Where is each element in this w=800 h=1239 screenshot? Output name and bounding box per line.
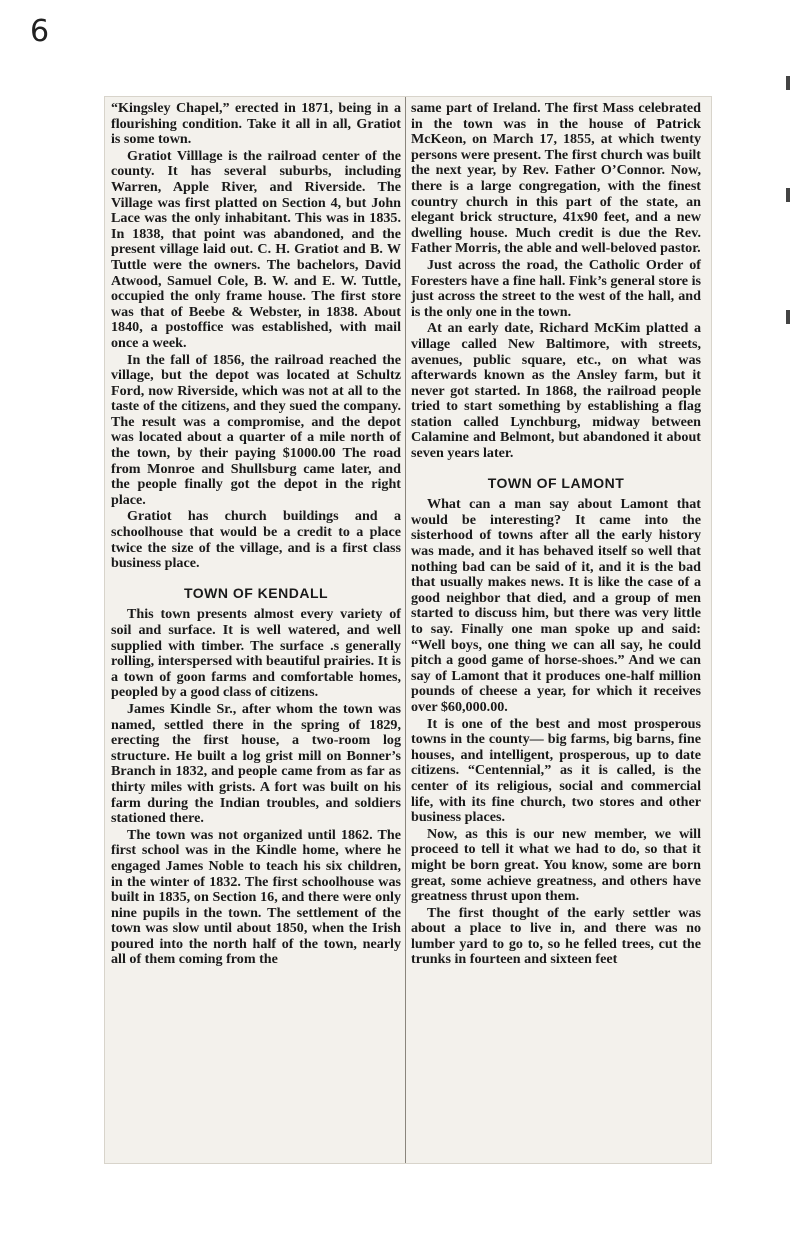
edge-mark [786, 76, 790, 90]
paragraph: same part of Ireland. The first Mass celebrated in the town was in the house of Patrick McKeon, on March 17, 1855, at which twenty persons were present. The first church was built the next year, by Rev. Father O’Connor. Now, there is a large congregation, with the finest country church in this part of the state, an elegant brick structure, 41x90 feet, and a new dwelling house. Much credit is due the Rev. Father Morris, the able and well-beloved pastor. [411, 100, 701, 257]
paragraph: “Kingsley Chapel,” erected in 1871, being in a flourishing condition. Take it all in all, Gratiot is some town. [111, 100, 401, 148]
right-column [411, 101, 701, 969]
paragraph: Now, as this is our new member, we will proceed to tell it what we had to do, so that it might be born great. You know, some are born great, some achieve greatness, and others have greatness thrust upon them. [411, 825, 701, 905]
paragraph: What can a man say about Lamont that would be interesting? It came into the sisterhood of towns after all the early history was made, and it has behaved itself so well that nothing bad can be said of it, and it is the bad that usually makes news. It is like the case of a good neighbor that died, and a group of men started to discuss him, but there was very little to say. Finally one man spoke up and said: “Well boys, one thing we can all say, he could pitch a good game of horse-shoes.” And we can say of Lamont that it produces one-half million pounds of cheese a year, for which it receives over $60,000.00. [411, 496, 701, 715]
paragraph: Just across the road, the Catholic Order of Foresters have a fine hall. Fink’s general store is just across the street to the west of the hall, and is the only one in the town. [411, 256, 701, 320]
paragraph: Gratiot Villlage is the railroad center of the county. It has several suburbs, including Warren, Apple River, and Riverside. The Village was first platted on Section 4, but John Lace was the only inhabitant. This was in 1835. In 1838, that point was abandoned, and the present village laid out. C. H. Gratiot and B. W Tuttle were the owners. The bachelors, David Atwood, Samuel Cole, B. W. and E. W. Tuttle, occupied the only frame house. The first store was that of Beebe & Webster, in 1838. About 1840, a postoffice was established, with mail once a week. [111, 147, 401, 351]
newspaper-clipping [104, 96, 712, 1164]
edge-mark [786, 310, 790, 324]
paragraph: The town was not organized until 1862. The first school was in the Kindle home, where he engaged James Noble to teach his six children, in the winter of 1832. The first schoolhouse was built in 1835, on Section 16, and there were only nine pupils in the town. The settlement of the town was slow until about 1850, when the Irish poured into the north half of the town, nearly all of them coming from the [111, 826, 401, 968]
column-divider [405, 97, 406, 1163]
paragraph: James Kindle Sr., after whom the town was named, settled there in the spring of 1829, erecting the first house, a two-room log structure. He built a log grist mill on Bonner’s Branch in 1832, and people came from as far as thirty miles with grists. A fort was built on his farm during the Indian troubles, and soldiers stationed there. [111, 700, 401, 827]
paragraph: Gratiot has church buildings and a schoolhouse that would be a credit to a place twice the size of the village, and is a first class business place. [111, 508, 401, 572]
paragraph: In the fall of 1856, the railroad reached the village, but the depot was located at Schultz Ford, now Riverside, which was not at all to the taste of the citizens, and they sued the company. The result was a compromise, and the depot was located about a quarter of a mile north of the town, by their paying $1000.00 The road from Monroe and Shullsburg came later, and the people finally got the depot in the right place. [111, 351, 401, 508]
paragraph: The first thought of the early settler was about a place to live in, and there was no lumber yard to go to, so he felled trees, cut the trunks in fourteen and sixteen feet [411, 904, 701, 968]
section-heading: TOWN OF KENDALL [183, 584, 329, 601]
left-column [111, 101, 401, 969]
paragraph: This town presents almost every variety of soil and surface. It is well watered, and well supplied with timber. The surface .s generally rolling, interspersed with beautiful prairies. It is a town of goon farms and comfortable homes, peopled by a good class of citizens. [111, 606, 401, 701]
section-heading: TOWN OF LAMONT [487, 474, 625, 491]
page-number: 6 [30, 14, 50, 49]
paragraph: It is one of the best and most prosperous towns in the county— big farms, big barns, fine houses, and intelligent, prosperous, up to date citizens. “Centennial,” as it is called, is the center of its religious, social and commercial life, with its fine church, two stores and other business places. [411, 715, 701, 826]
paragraph: At an early date, Richard McKim platted a village called New Baltimore, with streets, avenues, public square, etc., on what was afterwards known as the Ansley farm, but it never got started. In 1868, the railroad people tried to start something by establishing a flag station called Lynchburg, midway between Calamine and Belmont, but abandoned it about seven years later. [411, 320, 701, 462]
edge-mark [786, 188, 790, 202]
